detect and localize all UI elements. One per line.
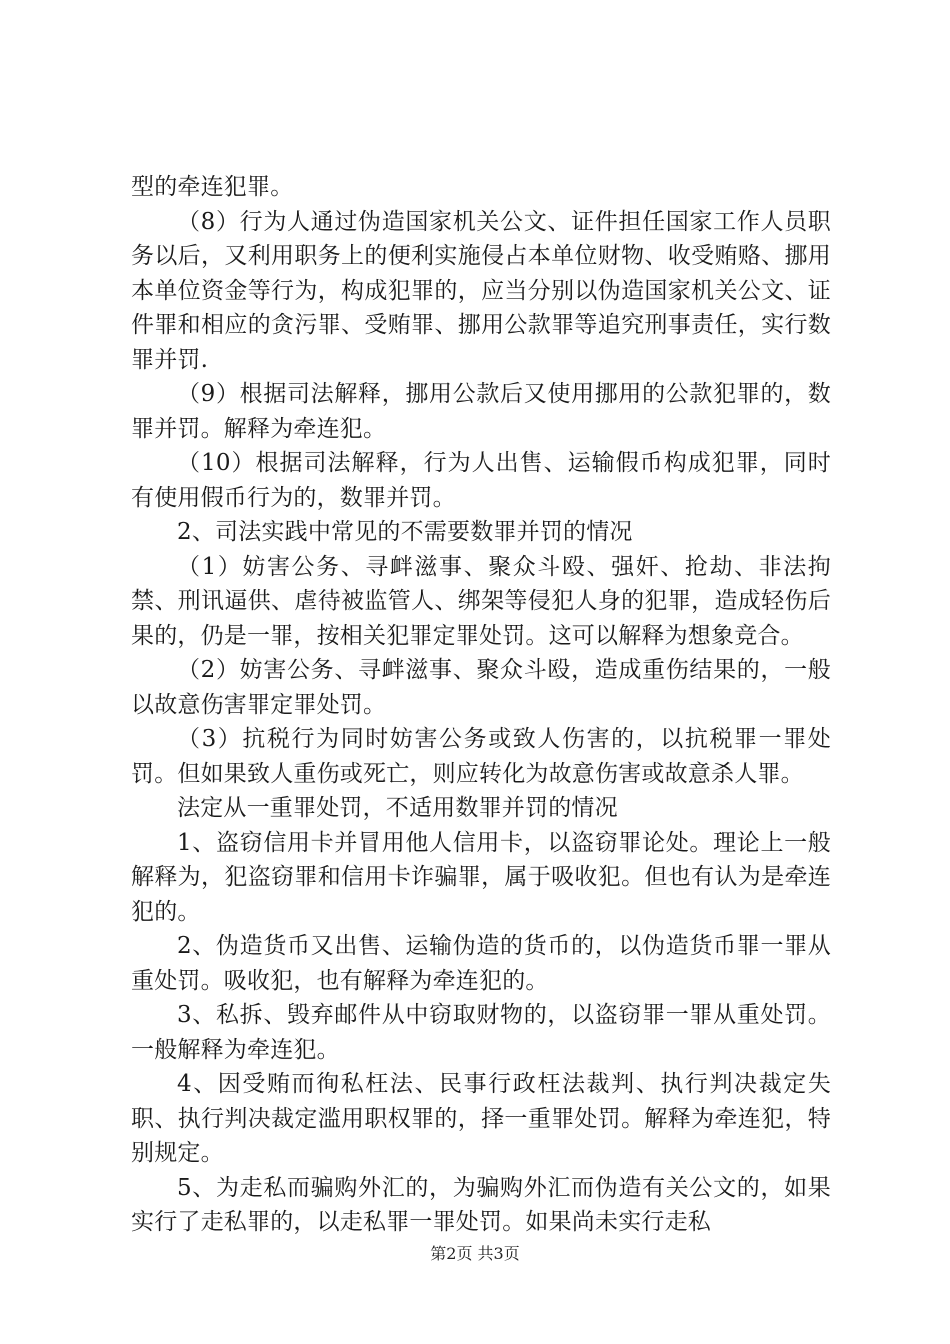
page-number-footer: 第2页 共3页 xyxy=(430,1244,520,1263)
paragraph-rule-1: 1、盗窃信用卡并冒用他人信用卡，以盗窃罪论处。理论上一般解释为，犯盗窃罪和信用卡诈骗罪，属于吸收犯。但也有认为是牵连犯的。 xyxy=(131,829,831,925)
paragraph-item-10: （10）根据司法解释，行为人出售、运输假币构成犯罪，同时有使用假币行为的，数罪并罚。 xyxy=(131,450,831,511)
paragraph-sub-item-2: （2）妨害公务、寻衅滋事、聚众斗殴，造成重伤结果的，一般以故意伤害罪定罪处罚。 xyxy=(131,657,831,718)
paragraph-continuation: 型的牵连犯罪。 xyxy=(131,174,294,200)
paragraph-rule-4: 4、因受贿而徇私枉法、民事行政枉法裁判、执行判决裁定失职、执行判决裁定滥用职权罪的，择一重罪处罚。解释为牵连犯，特别规定。 xyxy=(131,1071,831,1166)
paragraph-sub-item-3: （3）抗税行为同时妨害公务或致人伤害的，以抗税罪一罪处罚。但如果致人重伤或死亡，则应转化为故意伤害或故意杀人罪。 xyxy=(131,726,831,787)
paragraph-sub-item-1: （1）妨害公务、寻衅滋事、聚众斗殴、强奸、抢劫、非法拘禁、刑讯逼供、虐待被监管人、绑架等侵犯人身的犯罪，造成轻伤后果的，仍是一罪，按相关犯罪定罪处罚。这可以解释为想象竞合。 xyxy=(131,553,831,649)
paragraph-rule-2: 2、伪造货币又出售、运输伪造的货币的，以伪造货币罪一罪从重处罚。吸收犯，也有解释为牵连犯的。 xyxy=(131,933,831,994)
section-heading-2: 2、司法实践中常见的不需要数罪并罚的情况 xyxy=(177,519,633,545)
document-body xyxy=(131,170,831,1240)
paragraph-item-8: （8）行为人通过伪造国家机关公文、证件担任国家工作人员职务以后，又利用职务上的便利实施侵占本单位财物、收受贿赂、挪用本单位资金等行为，构成犯罪的，应当分别以伪造国家机关公文、证件罪和相应的贪污罪、受贿罪、挪用公款罪等追究刑事责任，实行数罪并罚. xyxy=(131,208,831,373)
section-heading-statutory: 法定从一重罪处罚，不适用数罪并罚的情况 xyxy=(177,795,618,821)
paragraph-rule-5: 5、为走私而骗购外汇的，为骗购外汇而伪造有关公文的，如果实行了走私罪的，以走私罪一罪处罚。如果尚未实行走私 xyxy=(131,1174,831,1235)
paragraph-rule-3: 3、私拆、毁弃邮件从中窃取财物的，以盗窃罪一罪从重处罚。一般解释为牵连犯。 xyxy=(131,1002,831,1063)
paragraph-item-9: （9）根据司法解释，挪用公款后又使用挪用的公款犯罪的，数罪并罚。解释为牵连犯。 xyxy=(131,381,831,442)
